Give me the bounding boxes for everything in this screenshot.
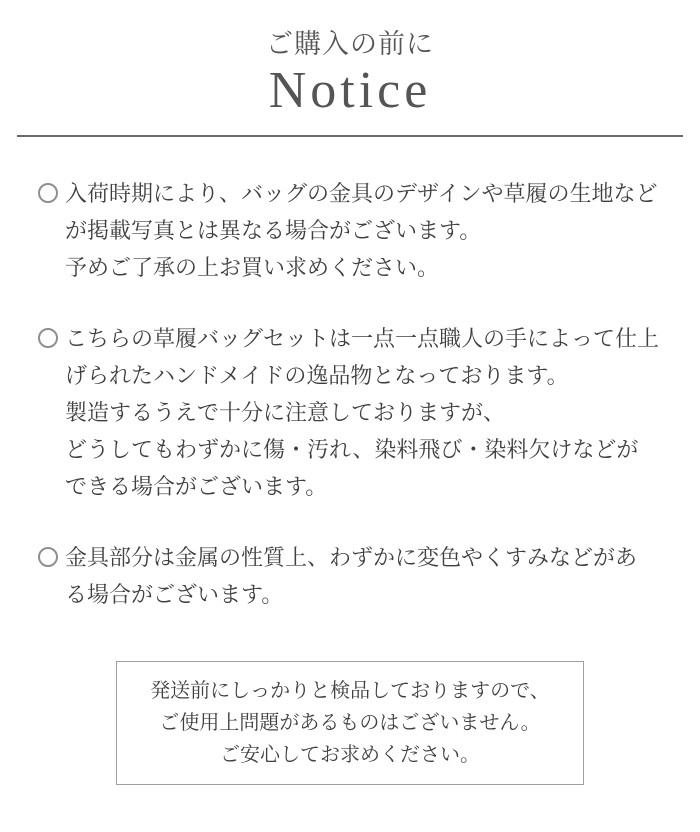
notice-text-line: 予めご了承の上お買い求めください。 (65, 255, 440, 280)
circle-bullet-icon (38, 328, 58, 348)
inspection-note-line: ご安心してお求めください。 (220, 744, 480, 766)
notice-text-line: 製造するうえで十分に注意しておりますが、 (65, 400, 506, 425)
notice-text-line: げられたハンドメイドの逸品物となっております。 (65, 363, 569, 388)
notice-text (65, 175, 657, 286)
notice-text-line: が掲載写真とは異なる場合がございます。 (65, 218, 482, 243)
notice-item (38, 539, 682, 613)
page-title: Notice (268, 62, 432, 119)
notice-text (65, 320, 659, 505)
inspection-note-box (116, 661, 584, 785)
notice-item (38, 175, 682, 286)
header-divider (17, 135, 683, 137)
page-header (0, 0, 700, 120)
inspection-note-line: ご使用上問題があるものはございません。 (159, 712, 541, 734)
notice-text-line: 入荷時期により、バッグの金具のデザインや草履の生地など (65, 181, 658, 206)
circle-bullet-icon (38, 547, 58, 567)
notice-text-line: る場合がございます。 (65, 582, 284, 607)
header-subtitle: ご購入の前に (266, 29, 434, 59)
notice-text-line: できる場合がございます。 (65, 474, 328, 499)
inspection-note-line: 発送前にしっかりと検品しておりますので、 (150, 680, 550, 702)
notice-text-line: 金具部分は金属の性質上、わずかに変色やくすみなどがあ (65, 545, 638, 570)
circle-bullet-icon (38, 183, 58, 203)
notice-text (65, 539, 637, 613)
notice-text-line: どうしてもわずかに傷・汚れ、染料飛び・染料欠けなどが (65, 437, 639, 462)
notice-list (0, 175, 700, 613)
notice-text-line: こちらの草履バッグセットは一点一点職人の手によって仕上 (65, 326, 660, 351)
notice-item (38, 320, 682, 505)
